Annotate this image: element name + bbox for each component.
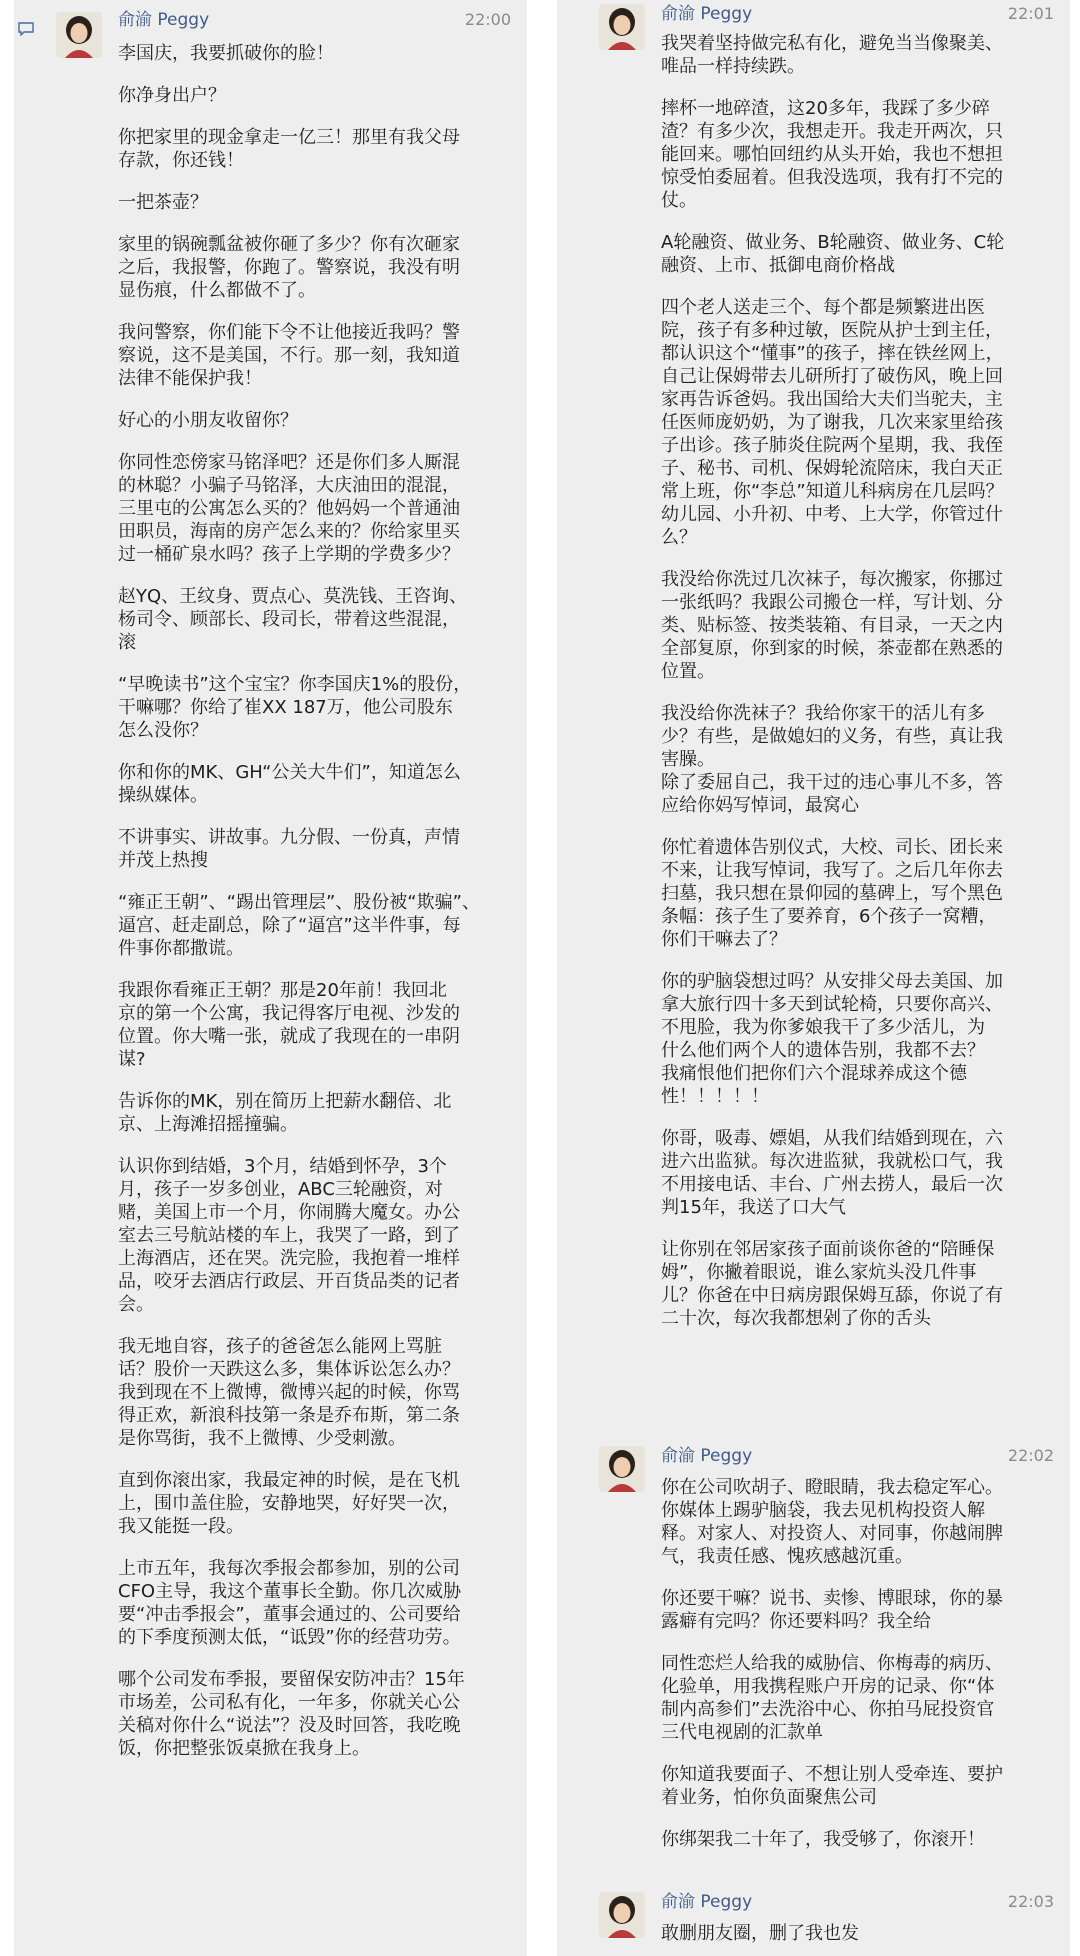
message-paragraph: 你净身出户？ xyxy=(118,85,226,106)
message-paragraph: 上市五年，我每次季报会都参加，别的公司 CFO主导，我这个董事长全勤。你几次威胁 要“冲击季报会”，董事会通过的、公司要给 的下季度预测太低，“诋毁”你的经营功劳。 xyxy=(118,1558,462,1648)
chat-column-right xyxy=(557,0,1070,1956)
message-paragraph: A轮融资、做业务、B轮融资、做业务、C轮 融资、上市、抵御电商价格战 xyxy=(661,232,1005,276)
message-paragraph: 敢删朋友圈，删了我也发 xyxy=(661,1923,859,1944)
message-paragraph: 我没给你洗过几次袜子，每次搬家，你挪过 一张纸吗？我跟公司搬仓一样，写计划、分 类、贴标签、按类装箱、有目录，一天之内 全部复原，你到家的时候，茶壶都在熟悉的 位置。 xyxy=(661,569,1003,682)
message-paragraph: 你哥，吸毒、嫖娼，从我们结婚到现在，六 进六出监狱。每次进监狱，我就松口气，我 不用接电话、丰台、广州去捞人，最后一次 判15年，我送了口大气 xyxy=(661,1128,1003,1218)
message-paragraph: 我没给你洗袜子？我给你家干的活儿有多 少？有些，是做媳妇的义务，有些，真让我 害臊。 除了委屈自己，我干过的违心事儿不多，答 应给你妈写悼词，最窝心 xyxy=(661,703,1003,816)
message-paragraph: 不讲事实、讲故事。九分假、一份真，声情 并茂上热搜 xyxy=(118,827,460,871)
message-paragraph: 四个老人送走三个、每个都是频繁进出医 院，孩子有多种过敏，医院从护士到主任， 都认识这个“懂事”的孩子，摔在铁丝网上， 自己让保姆带去儿研所打了破伤风，晚上回 家再告诉爸妈。我出国给大夫们当驼夫，主 任医师庞奶奶，为了谢我，几次来家里给孩 子出诊。孩子肺炎住院两个星期，我、我侄 子、秘书、司机、保姆轮流陪床，我白天正 常上班，你“李总”知道儿科病房在几层吗？ 幼儿园、小升初、中考、上大学，你管过什 么？ xyxy=(661,297,1004,548)
message-body xyxy=(661,1476,1062,1870)
message-paragraph: 你知道我要面子、不想让别人受牵连、要护 着业务，怕你负面聚焦公司 xyxy=(661,1764,1003,1808)
chat-column-left xyxy=(14,0,527,1956)
avatar[interactable] xyxy=(599,4,645,50)
message-paragraph: 让你别在邻居家孩子面前谈你爸的“陪睡保 姆”，你撇着眼说，谁么家炕头没几件事 儿？你爸在中日病房跟保姆互舔，你说了有 二十次，每次我都想剁了你的舌头 xyxy=(661,1239,1003,1329)
message-paragraph: 你绑架我二十年了，我受够了，你滚开！ xyxy=(661,1829,985,1850)
avatar[interactable] xyxy=(56,12,102,58)
message-time: 22:01 xyxy=(1007,4,1054,23)
sender-name[interactable]: 俞渝 Peggy xyxy=(661,1892,753,1912)
comment-icon[interactable] xyxy=(18,22,34,36)
sender-name[interactable]: 俞渝 Peggy xyxy=(661,1446,753,1466)
message-paragraph: 你把家里的现金拿走一亿三！那里有我父母 存款，你还钱！ xyxy=(118,127,460,171)
message-paragraph: 直到你滚出家，我最定神的时候，是在飞机 上，围巾盖住脸，安静地哭，好好哭一次， 我又能挺一段。 xyxy=(118,1470,460,1537)
message-paragraph: 你的驴脑袋想过吗？从安排父母去美国、加 拿大旅行四十多天到试轮椅，只要你高兴、 不甩脸，我为你爹娘我干了多少活儿，为 什么他们两个人的遗体告别，我都不去？ 我痛恨他们把你们六个混球养成这个德 性！！！！！ xyxy=(661,971,1003,1107)
message-paragraph: 你在公司吹胡子、瞪眼睛，我去稳定军心。 你媒体上踢驴脑袋，我去见机构投资人解 释。对家人、对投资人、对同事，你越闹脾 气，我责任感、愧疚感越沉重。 xyxy=(661,1477,1003,1567)
message-paragraph: 李国庆，我要抓破你的脸！ xyxy=(118,43,334,64)
message-paragraph: 你同性恋傍家马铭泽吧？还是你们多人厮混 的林聪？小骗子马铭泽，大庆油田的混混， 三里屯的公寓怎么买的？他妈妈一个普通油 田职员，海南的房产怎么来的？你给家里买 过一桶矿泉水吗？孩子上学期的学费多少？ xyxy=(118,452,460,565)
message-paragraph: 好心的小朋友收留你？ xyxy=(118,410,298,431)
message-paragraph: 摔杯一地碎渣，这20多年，我踩了多少碎 渣？有多少次，我想走开。我走开两次，只 能回来。哪怕回纽约从头开始，我也不想担 惊受怕委屈着。但我没选项，我有打不完的 仗。 xyxy=(661,98,1003,211)
message-body xyxy=(661,32,1062,1349)
message-body xyxy=(118,42,519,1779)
message-paragraph: 你还要干嘛？说书、卖惨、博眼球，你的暴 露癖有完吗？你还要料吗？我全给 xyxy=(661,1588,1003,1632)
message-time: 22:02 xyxy=(1007,1446,1054,1465)
message-paragraph: 认识你到结婚，3个月，结婚到怀孕，3个 月，孩子一岁多创业，ABC三轮融资，对 赌，美国上市一个月，你闹腾大魔女。办公 室去三号航站楼的车上，我哭了一路，到了 上海酒店，还在哭。洗完脸，我抱着一堆样 品，咬牙去酒店行政层、开百货品类的记者 会。 xyxy=(118,1156,460,1315)
message-paragraph: 赵YQ、王纹身、贾点心、莫洗钱、王咨询、 杨司令、顾部长、段司长，带着这些混混， 滚 xyxy=(118,586,468,653)
message-time: 22:00 xyxy=(464,10,511,29)
sender-name[interactable]: 俞渝 Peggy xyxy=(118,10,210,30)
message-time: 22:03 xyxy=(1007,1892,1054,1911)
message-paragraph: “雍正王朝”、“踢出管理层”、股份被“欺骗”、 逼宫、赶走副总，除了“逼宫”这半件事，每 件事你都撒谎。 xyxy=(118,892,480,959)
message-paragraph: 哪个公司发布季报，要留保安防冲击？15年 市场差，公司私有化，一年多，你就关心公 关稿对你什么“说法”？没及时回答，我吃晚 饭，你把整张饭桌掀在我身上。 xyxy=(118,1669,465,1759)
message-paragraph: 我问警察，你们能下令不让他接近我吗？警 察说，这不是美国，不行。那一刻，我知道 法律不能保护我！ xyxy=(118,322,460,389)
avatar[interactable] xyxy=(599,1446,645,1492)
message-paragraph: 我哭着坚持做完私有化，避免当当像聚美、 唯品一样持续跌。 xyxy=(661,33,1003,77)
message-paragraph: 我无地自容，孩子的爸爸怎么能网上骂脏 话？股价一天跌这么多，集体诉讼怎么办？ 我到现在不上微博，微博兴起的时候，你骂 得正欢，新浪科技第一条是乔布斯，第二条 是你骂街，我不上微博、少受刺激。 xyxy=(118,1336,460,1449)
message-paragraph: 你和你的MK、GH“公关大牛们”，知道怎么 操纵媒体。 xyxy=(118,762,461,806)
message-paragraph: 同性恋烂人给我的威胁信、你梅毒的病历、 化验单，用我携程账户开房的记录、你“体 制内高参们”去洗浴中心、你拍马屁投资官 三代电视剧的汇款单 xyxy=(661,1653,1003,1743)
message-paragraph: 你忙着遗体告别仪式，大校、司长、团长来 不来，让我写悼词，我写了。之后几年你去 扫墓，我只想在景仰园的墓碑上，写个黑色 条幅：孩子生了要养育，6个孩子一窝糟， 你们干嘛去了？ xyxy=(661,837,1003,950)
message-paragraph: 一把茶壶？ xyxy=(118,192,208,213)
message-paragraph: 家里的锅碗瓢盆被你砸了多少？你有次砸家 之后，我报警，你跑了。警察说，我没有明 显伤痕，什么都做不了。 xyxy=(118,234,460,301)
sender-name[interactable]: 俞渝 Peggy xyxy=(661,4,753,24)
message-paragraph: 告诉你的MK，别在简历上把薪水翻倍、北 京、上海滩招摇撞骗。 xyxy=(118,1091,452,1135)
message-paragraph: 我跟你看雍正王朝？那是20年前！我回北 京的第一个公寓，我记得客厅电视、沙发的 位置。你大嘴一张，就成了我现在的一串阴 谋? xyxy=(118,980,460,1070)
avatar[interactable] xyxy=(599,1892,645,1938)
message-paragraph: “早晚读书”这个宝宝？你李国庆1%的股份， 干嘛哪？你给了崔XX 187万，他公司股东 怎么没你？ xyxy=(118,674,472,741)
message-body xyxy=(661,1922,1062,1956)
